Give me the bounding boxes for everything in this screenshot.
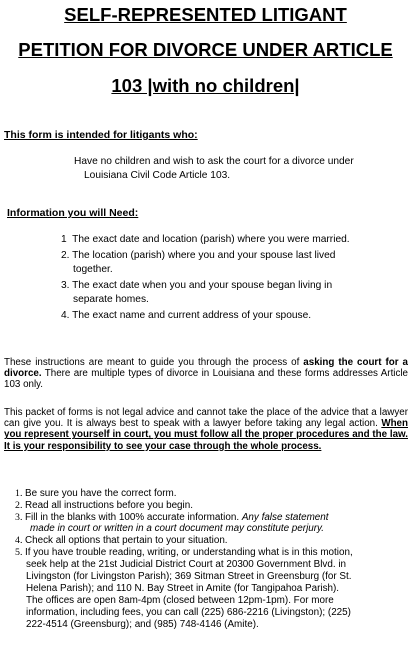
intended-line-1: Have no children and wish to ask the court for a divorce under: [74, 156, 354, 167]
info-heading: Information you will Need:: [7, 207, 139, 219]
step-5-line-7: 222-4514 (Greensburg); and (985) 748-4146 (Amite).: [26, 619, 259, 630]
info-item-1: 1 The exact date and location (parish) where you were married.: [61, 234, 350, 245]
step-5-line-4: Helena Parish); and 110 N. Bay Street in Amite (for Tangipahoa Parish).: [26, 583, 340, 594]
step-2: 2. Read all instructions before you begin.: [15, 500, 193, 511]
intended-heading: This form is intended for litigants who:: [4, 129, 198, 141]
info-item-4: 4. The exact name and current address of your spouse.: [61, 310, 312, 321]
step-5-line-2: seek help at the 21st Judicial District Court at 20300 Government Blvd. in: [26, 559, 347, 570]
step-5-line-5: The offices are open 8am-4pm (closed between 12pm-1pm). For more: [26, 595, 334, 606]
step-3: 3. Fill in the blanks with 100% accurate information. Any false statement: [15, 512, 329, 523]
step-3-cont: made in court or written in a court document may constitute perjury.: [30, 523, 325, 534]
step-5-line-3: Livingston (for Livingston Parish); 369 Sitman Street in Greensburg (for St.: [26, 571, 352, 582]
guide-paragraph: These instructions are meant to guide you through the process of asking the court for a divorce. There are multiple types of divorce in Louisiana and these forms addresses Article 103 only.: [4, 357, 408, 391]
page-title-line-2: PETITION FOR DIVORCE UNDER ARTICLE: [18, 39, 393, 60]
step-5-line-6: information, including fees, you can call (225) 686-2216 (Livingston); (225): [26, 607, 351, 618]
page-title-line-1: SELF-REPRESENTED LITIGANT: [64, 4, 347, 25]
legal-paragraph: This packet of forms is not legal advice and cannot take the place of the advice that a lawyer can give you. It is always best to speak with a lawyer before taking any legal action. When you represent yourself in court, you must follow all the proper procedures and the law. It is your responsibility to see your case through the whole process.: [4, 407, 408, 452]
page-title-line-3: 103 |with no children|: [111, 75, 300, 96]
info-item-3-cont: separate homes.: [73, 294, 149, 305]
info-item-2-cont: together.: [73, 264, 113, 275]
step-4: 4. Check all options that pertain to your situation.: [15, 535, 228, 546]
step-1: 1. Be sure you have the correct form.: [15, 488, 177, 499]
info-item-2: 2. The location (parish) where you and your spouse last lived: [61, 250, 336, 261]
intended-line-2: Louisiana Civil Code Article 103.: [84, 170, 231, 181]
step-5: 5. If you have trouble reading, writing, or understanding what is in this motion,: [15, 547, 353, 558]
info-item-3: 3. The exact date when you and your spouse began living in: [61, 280, 333, 291]
